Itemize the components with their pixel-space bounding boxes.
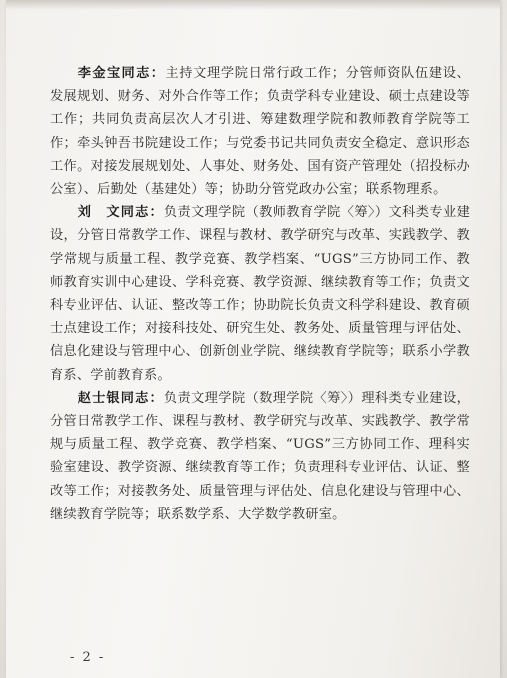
paragraph-liu-wen — [50, 201, 470, 387]
page-top-edge — [6, 0, 500, 10]
person-name: 刘 文同志： — [77, 205, 164, 221]
duty-description: 主持文理学院日常行政工作；分管师资队伍建设、发展规划、财务、对外合作等工作；负责学科专业建设、硕士点建设等工作；共同负责高层次人才引进、筹建数理学院和教师教育学院等工作；牵头钟吾书院建设工作；与党委书记共同负责安全稳定、意识形态工作。对接发展规划处、人事处、财务处、国有资产管理处（招投标办公室）、后勤处（基建处）等；协助分管党政办公室；联系物理系。 — [50, 66, 470, 198]
duty-description: 负责文理学院（教师教育学院〈筹〉）文科类专业建设，分管日常教学工作、课程与教材、教学研究与改革、实践教学、教学常规与质量工程、教学竞赛、教学档案、“UGS”三方协同工作、教师教育实训中心建设、学科竞赛、教学资源、继续教育等工作；负责文科专业评估、认证、整改等工作；协助院长负责文科学科建设、教育硕士点建设工作；对接科技处、研究生处、教务处、质量管理与评估处、信息化建设与管理中心、创新创业学院、继续教育学院等；联系小学教育系、学前教育系。 — [50, 205, 471, 383]
paragraph-zhao-shiyin — [50, 387, 470, 526]
document-page — [6, 0, 500, 678]
page-number: - 2 - — [70, 650, 106, 665]
person-name: 赵士银同志： — [77, 390, 164, 406]
person-name: 李金宝同志： — [77, 66, 166, 81]
paragraph-li-jinbao — [50, 62, 470, 201]
duty-description: 负责文理学院（数理学院〈筹〉）理科类专业建设，分管日常教学工作、课程与教材、教学研究与改革、实践教学、教学常规与质量工程、教学竞赛、教学档案、“UGS”三方协同工作、理科实验室建设、教学资源、继续教育等工作；负责理科专业评估、认证、整改等工作；对接教务处、质量管理与评估处、信息化建设与管理中心、继续教育学院等；联系数学系、大学数学教研室。 — [50, 390, 471, 522]
document-body — [50, 62, 470, 526]
